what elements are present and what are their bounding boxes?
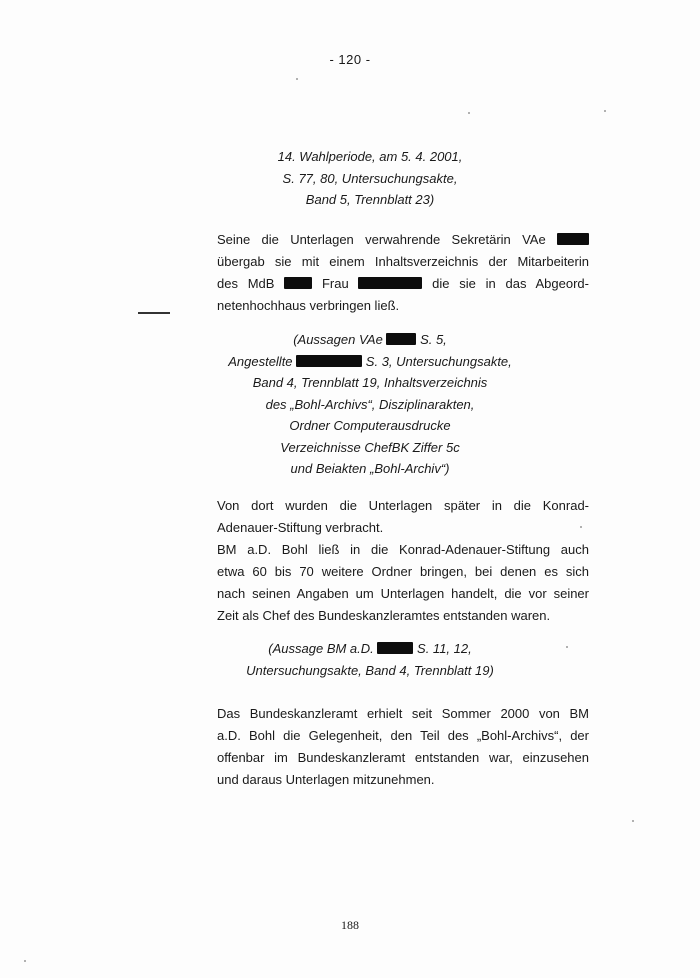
redaction-block [284,277,312,289]
paragraph-line: Adenauer-Stiftung verbracht. [217,520,384,535]
citation-aussagen [200,329,540,480]
paragraph-line: BM a.D. Bohl ließ in die Konrad-Adenauer-Stiftung auch [217,542,589,557]
scan-speck [632,820,634,822]
paragraph-line: a.D. Bohl die Gelegenheit, den Teil des „Bohl-Archivs“, der [217,728,589,743]
text-segment: Angestellte [228,353,293,369]
redaction-block [386,333,416,345]
paragraph-line: Zeit als Chef des Bundeskanzleramtes entstanden waren. [217,608,551,623]
paragraph-line: Das Bundeskanzleramt erhielt seit Sommer 2000 von BM [217,706,589,721]
text-segment: S. 3, Untersuchungsakte, [365,353,512,369]
scan-speck [580,526,582,528]
scan-speck [566,646,568,648]
paragraph-konrad-adenauer [217,495,589,627]
text-segment: die sie in das Abgeord- [432,276,589,291]
scan-speck [24,960,26,962]
paragraph-line: übergab sie mit einem Inhaltsverzeichnis der Mitarbeiterin [217,254,589,269]
citation-line: Ordner Computerausdrucke [289,418,451,433]
redaction-block [557,233,589,245]
citation-line: Untersuchungsakte, Band 4, Trennblatt 19) [246,662,494,678]
redaction-block [377,642,413,654]
citation-line: Band 5, Trennblatt 23) [305,192,435,207]
paragraph-bundeskanzleramt [217,703,589,791]
citation-line [200,329,540,351]
text-segment: (Aussagen VAe [293,332,383,347]
citation-line: S. 77, 80, Untersuchungsakte, [282,170,458,186]
paragraph-sekretaerin [217,229,589,317]
citation-line: Band 4, Trennblatt 19, Inhaltsverzeichnis [252,375,488,390]
text-segment: S. 11, 12, [417,641,472,656]
header-page-number: - 120 - [329,52,371,67]
redaction-block [296,355,362,367]
footer-page-number: 188 [341,918,359,932]
paragraph-line: nach seinen Angaben um Unterlagen handelt, die vor seiner [217,586,589,601]
text-segment: Seine die Unterlagen verwahrende Sekretärin VAe [217,232,546,247]
text-segment: des MdB [217,276,275,291]
paragraph-line [217,273,589,295]
text-segment: (Aussage BM a.D. [268,641,374,656]
paragraph-line: etwa 60 bis 70 weitere Ordner bringen, bei denen es sich [217,564,589,579]
paragraph-line: und daraus Unterlagen mitzunehmen. [217,772,435,787]
citation-line: und Beiakten „Bohl-Archiv“) [290,461,450,476]
redaction-block [358,277,422,289]
scan-speck [296,78,298,80]
citation-line [200,351,540,373]
text-segment: S. 5, [420,332,447,347]
citation-line: Verzeichnisse ChefBK Ziffer 5c [280,439,460,455]
scan-speck [604,110,606,112]
paragraph-line: netenhochhaus verbringen ließ. [217,298,400,313]
citation-aussage-bm [200,638,540,681]
scan-speck [468,112,470,114]
paragraph-line: Von dort wurden die Unterlagen später in die Konrad- [217,498,589,513]
citation-wahlperiode [200,146,540,211]
citation-line: des „Bohl-Archivs“, Disziplinarakten, [265,396,475,412]
paragraph-line: offenbar im Bundeskanzleramt entstanden war, einzusehen [217,750,589,765]
margin-mark [138,312,170,314]
text-segment: Frau [321,276,349,291]
citation-line [200,638,540,660]
paragraph-line [217,229,589,251]
citation-line: 14. Wahlperiode, am 5. 4. 2001, [277,149,463,164]
